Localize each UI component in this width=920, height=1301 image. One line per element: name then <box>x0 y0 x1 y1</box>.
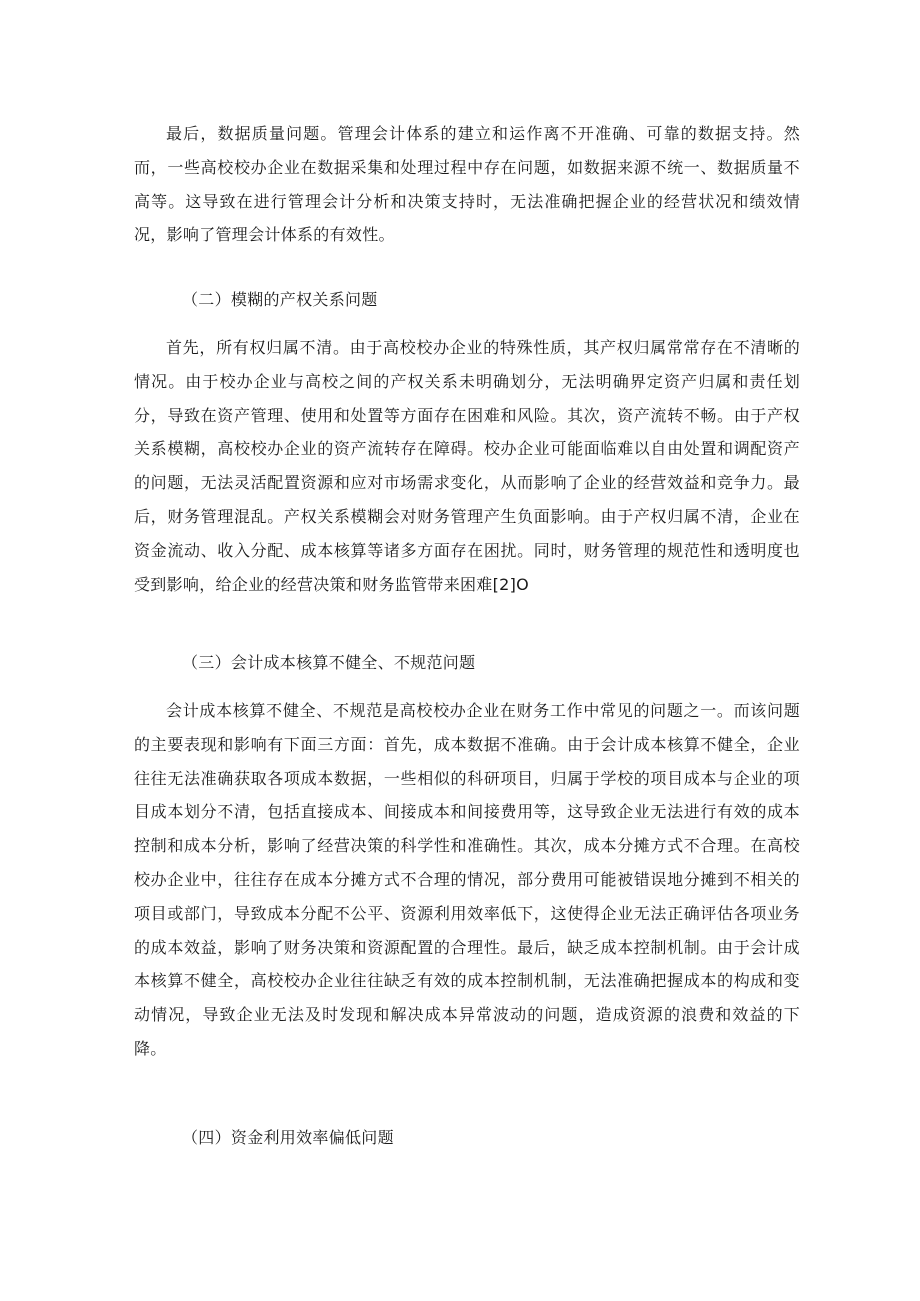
section-heading-property-rights: （二）模糊的产权关系问题 <box>182 290 378 309</box>
paragraph-cost-accounting: 会计成本核算不健全、不规范是高校校办企业在财务工作中常见的问题之一。而该问题的主要表现和影响有下面三方面：首先，成本数据不准确。由于会计成本核算不健全，企业往往无法准确获取各项成本数据，一些相似的科研项目，归属于学校的项目成本与企业的项目成本划分不清，包括直接成本、间接成本和间接费用等，这导致企业无法进行有效的成本控制和成本分析，影响了经营决策的科学性和准确性。其次，成本分摊方式不合理。在高校校办企业中，往往存在成本分摊方式不合理的情况，部分费用可能被错误地分摊到不相关的项目或部门，导致成本分配不公平、资源利用效率低下，这使得企业无法正确评估各项业务的成本效益，影响了财务决策和资源配置的合理性。最后，缺乏成本控制机制。由于会计成本核算不健全，高校校办企业往往缺乏有效的成本控制机制，无法准确把握成本的构成和变动情况，导致企业无法及时发现和解决成本异常波动的问题，造成资源的浪费和效益的下降。 <box>134 701 800 1058</box>
paragraph-data-quality: 最后，数据质量问题。管理会计体系的建立和运作离不开准确、可靠的数据支持。然而，一些高校校办企业在数据采集和处理过程中存在问题，如数据来源不统一、数据质量不高等。这导致在进行管理会计分析和决策支持时，无法准确把握企业的经营状况和绩效情况，影响了管理会计体系的有效性。 <box>134 124 800 245</box>
paragraph-property-rights: 首先，所有权归属不清。由于高校校办企业的特殊性质，其产权归属常常存在不清晰的情况。由于校办企业与高校之间的产权关系未明确划分，无法明确界定资产归属和责任划分，导致在资产管理、使用和处置等方面存在困难和风险。其次，资产流转不畅。由于产权关系模糊，高校校办企业的资产流转存在障碍。校办企业可能面临难以自由处置和调配资产的问题，无法灵活配置资源和应对市场需求变化，从而影响了企业的经营效益和竞争力。最后，财务管理混乱。产权关系模糊会对财务管理产生负面影响。由于产权归属不清，企业在资金流动、收入分配、成本核算等诸多方面存在困扰。同时，财务管理的规范性和透明度也受到影响，给企业的经营决策和财务监管带来困难[2]O <box>134 338 800 594</box>
section-heading-fund-efficiency: （四）资金利用效率偏低问题 <box>182 1128 394 1147</box>
section-heading-cost-accounting: （三）会计成本核算不健全、不规范问题 <box>182 653 476 672</box>
